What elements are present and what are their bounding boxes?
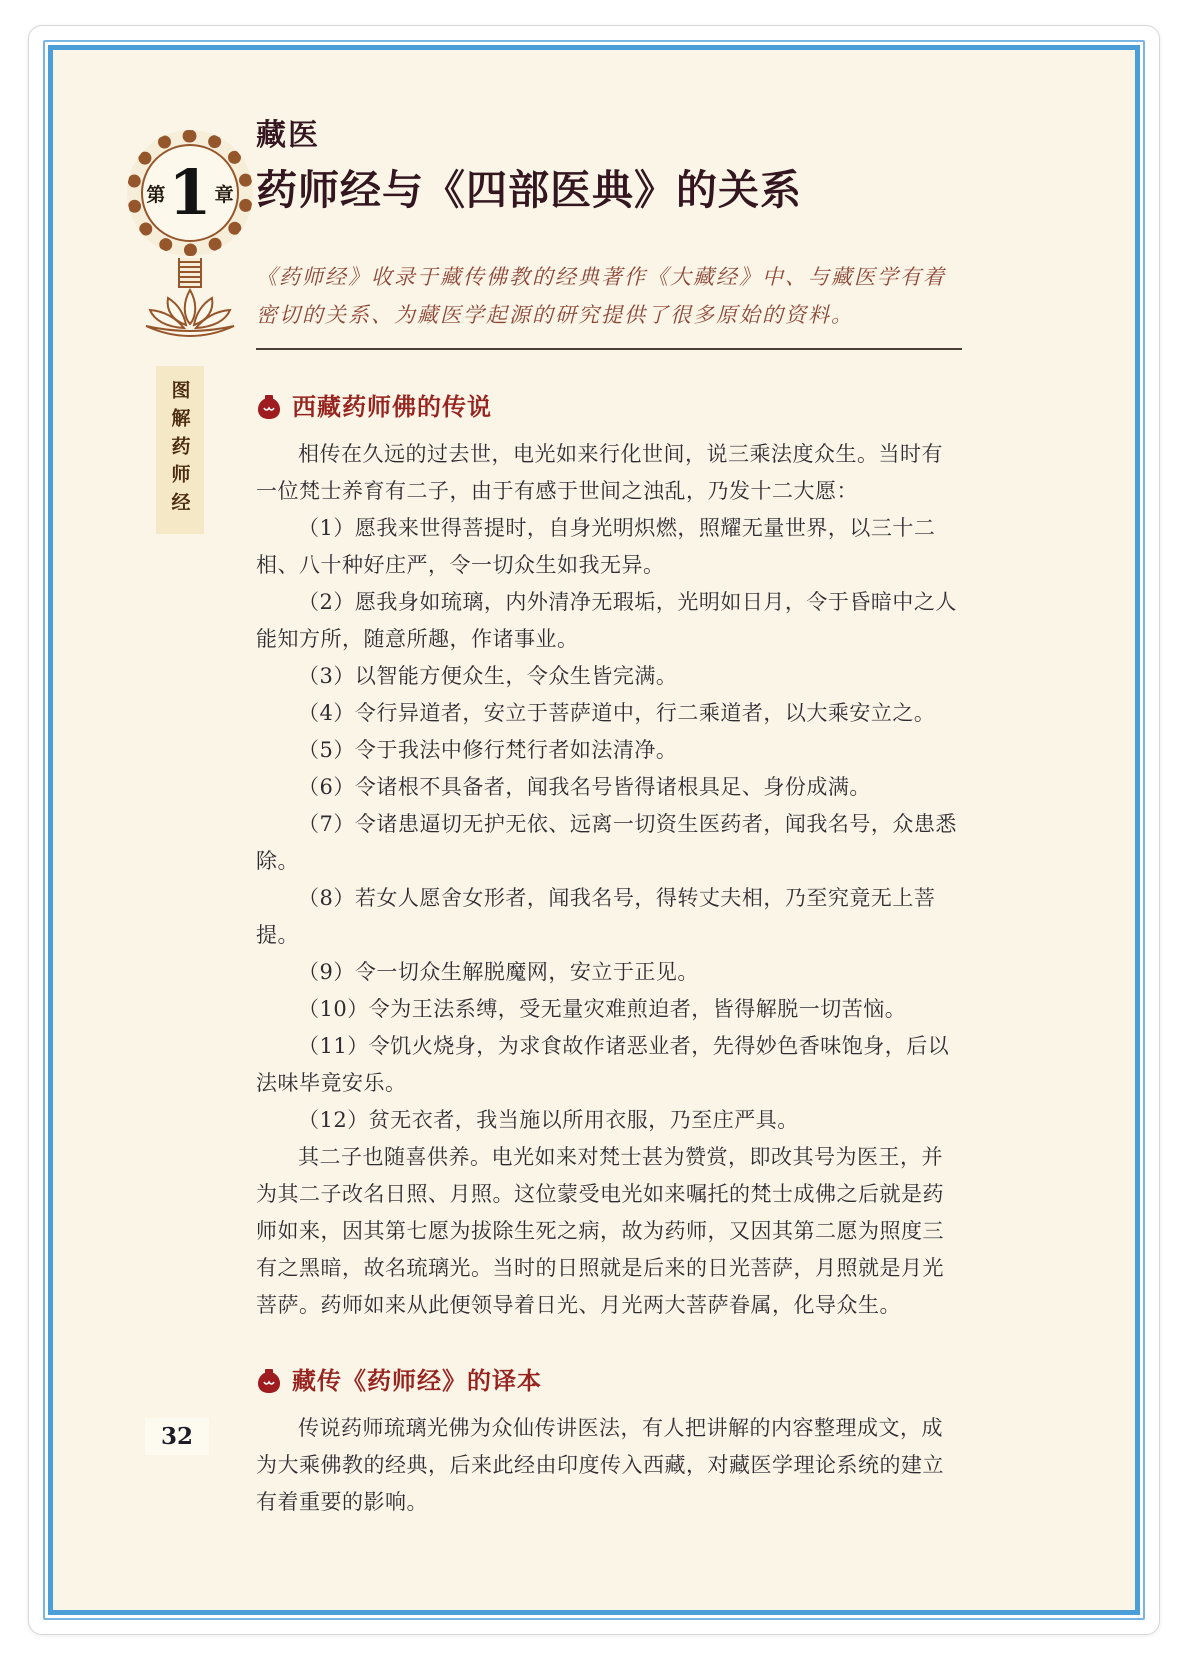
chapter-ornament <box>115 130 265 342</box>
book-page <box>28 25 1160 1635</box>
section-heading-1 <box>256 390 962 424</box>
intro-abstract: 《药师经》收录于藏传佛教的经典著作《大藏经》中、与藏医学有着密切的关系、为藏医学起源的研究提供了很多原始的资料。 <box>256 265 946 327</box>
section-heading-2 <box>256 1364 962 1398</box>
paragraph: 传说药师琉璃光佛为众仙传讲医法，有人把讲解的内容整理成文，成为大乘佛教的经典，后来此经由印度传入西藏，对藏医学理论系统的建立有着重要的影响。 <box>256 1416 944 1514</box>
paragraph: 相传在久远的过去世，电光如来行化世间，说三乘法度众生。当时有一位梵士养育有二子，由于有感于世间之浊乱，乃发十二大愿： <box>256 442 943 503</box>
divider-rule <box>256 348 962 350</box>
inner-blue-frame <box>48 45 1140 1615</box>
vow-item: （7）令诸患逼切无护无依、远离一切资生医药者，闻我名号，众患悉除。 <box>256 812 957 873</box>
ritual-mirror-icon <box>127 130 253 256</box>
vow-item: （5）令于我法中修行梵行者如法清净。 <box>298 738 678 762</box>
vow-item: （2）愿我身如琉璃，内外清净无瑕垢，光明如日月，令于昏暗中之人能知方所，随意所趣，作诸事业。 <box>256 590 957 651</box>
page-title: 药师经与《四部医典》的关系 <box>256 166 802 214</box>
chapter-badge <box>141 144 239 242</box>
section-translations <box>256 1364 962 1521</box>
vow-item: （12）贫无衣者，我当施以所用衣服，乃至庄严具。 <box>298 1108 799 1132</box>
vow-item: （9）令一切众生解脱魔网，安立于正见。 <box>298 960 699 984</box>
medicine-pot-icon <box>256 1367 282 1395</box>
chapter-kicker: 藏医 <box>256 118 320 153</box>
chapter-prefix: 第 <box>146 183 166 206</box>
section-heading-label: 藏传《药师经》的译本 <box>292 1366 542 1395</box>
vow-item: （10）令为王法系缚，受无量灾难煎迫者，皆得解脱一切苦恼。 <box>298 997 907 1021</box>
vow-item: （3）以智能方便众生，令众生皆完满。 <box>298 664 678 688</box>
main-content <box>256 50 962 1521</box>
vow-item: （4）令行异道者，安立于菩萨道中，行二乘道者，以大乘安立之。 <box>298 701 936 725</box>
ornament-stem <box>178 258 202 288</box>
vow-item: （1）愿我来世得菩提时，自身光明炽燃，照耀无量世界，以三十二相、八十种好庄严，令一切众生如我无异。 <box>256 516 936 577</box>
series-title: 图解药师经 <box>168 380 191 520</box>
page-number <box>145 1418 209 1455</box>
vow-item: （8）若女人愿舍女形者，闻我名号，得转丈夫相，乃至究竟无上菩提。 <box>256 886 936 947</box>
section-legend <box>256 390 962 1324</box>
section-heading-label: 西藏药师佛的传说 <box>292 392 492 421</box>
page-number-value: 32 <box>161 1423 194 1450</box>
series-title-strip <box>156 366 204 534</box>
paragraph: 其二子也随喜供养。电光如来对梵士甚为赞赏，即改其号为医王，并为其二子改名日照、月照。这位蒙受电光如来嘱托的梵士成佛之后就是药师如来，因其第七愿为拔除生死之病，故为药师，又因其第二愿为照度三有之黑暗，故名琉璃光。当时的日照就是后来的日光菩萨，月照就是月光菩萨。药师如来从此便领导着日光、月光两大菩萨眷属，化导众生。 <box>256 1145 944 1317</box>
chapter-number: 1 <box>168 156 212 229</box>
chapter-suffix: 章 <box>214 183 234 206</box>
medicine-pot-icon <box>256 393 282 421</box>
outer-blue-frame <box>43 40 1145 1620</box>
lotus-icon <box>138 286 242 342</box>
vow-item: （6）令诸根不具备者，闻我名号皆得诸根具足、身份成满。 <box>298 775 871 799</box>
vow-item: （11）令饥火烧身，为求食故作诸恶业者，先得妙色香味饱身，后以法味毕竟安乐。 <box>256 1034 950 1095</box>
